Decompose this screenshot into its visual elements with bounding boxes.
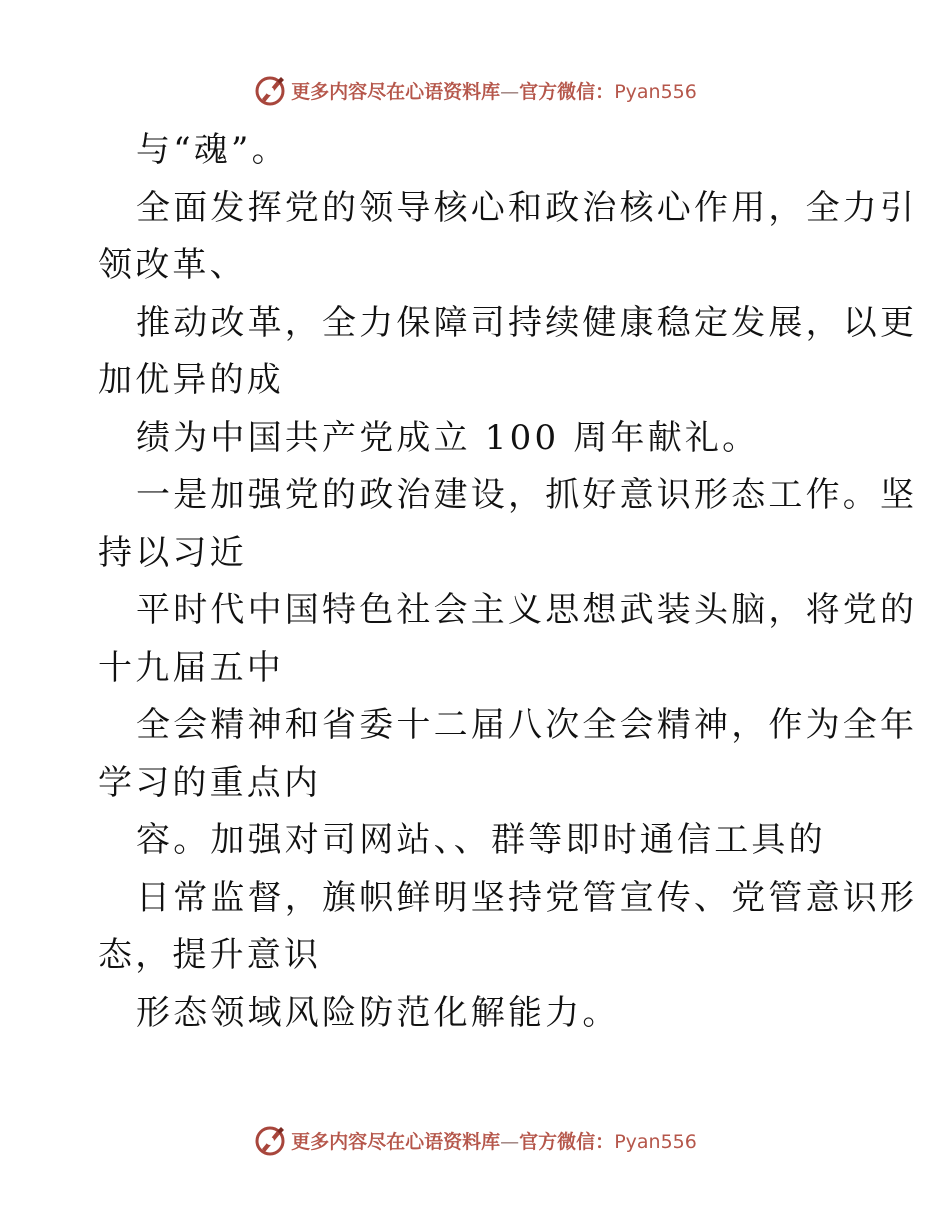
header-banner-separator: — (500, 80, 520, 103)
body-line: 绩为中国共产党成立 100 周年献礼。 (136, 417, 760, 458)
pen-logo-icon (253, 1123, 287, 1157)
body-line: 与“魂”。 (136, 130, 289, 170)
header-banner-contact: 官方微信： (519, 80, 615, 103)
footer-banner-title: 更多内容尽在心语资料库 (291, 1130, 501, 1153)
body-line: 容。加强对司网站、、群等即时通信工具的 (136, 820, 826, 860)
body-line: 平时代中国特色社会主义思想武装头脑，将党的 (136, 590, 918, 630)
body-line: 态，提升意识 (98, 935, 322, 975)
footer-banner-separator: — (500, 1130, 520, 1153)
footer-banner-text (291, 1127, 697, 1154)
document-body (98, 122, 918, 1042)
footer-banner (0, 1120, 950, 1160)
body-line: 领改革、 (98, 245, 247, 285)
header-banner-title: 更多内容尽在心语资料库 (291, 80, 501, 103)
body-line: 学习的重点内 (98, 762, 322, 803)
body-line: 全会精神和省委十二届八次全会精神，作为全年 (136, 705, 918, 745)
body-line: 全面发挥党的领导核心和政治核心作用，全力引 (136, 187, 918, 228)
body-line: 十九届五中 (98, 647, 284, 688)
body-line: 持以习近 (98, 532, 247, 573)
footer-banner-contact: 官方微信： (519, 1130, 615, 1153)
header-banner-id: Pyan556 (614, 80, 697, 103)
header-banner (0, 70, 950, 110)
footer-banner-id: Pyan556 (614, 1130, 697, 1153)
header-banner-text (291, 77, 697, 104)
body-line: 推动改革，全力保障司持续健康稳定发展，以更 (136, 302, 918, 343)
pen-logo-icon (253, 73, 287, 107)
body-line: 形态领域风险防范化解能力。 (136, 992, 620, 1033)
body-line: 一是加强党的政治建设，抓好意识形态工作。坚 (136, 475, 918, 515)
body-line: 日常监督，旗帜鲜明坚持党管宣传、党管意识形 (136, 877, 918, 918)
body-line: 加优异的成 (98, 360, 284, 400)
